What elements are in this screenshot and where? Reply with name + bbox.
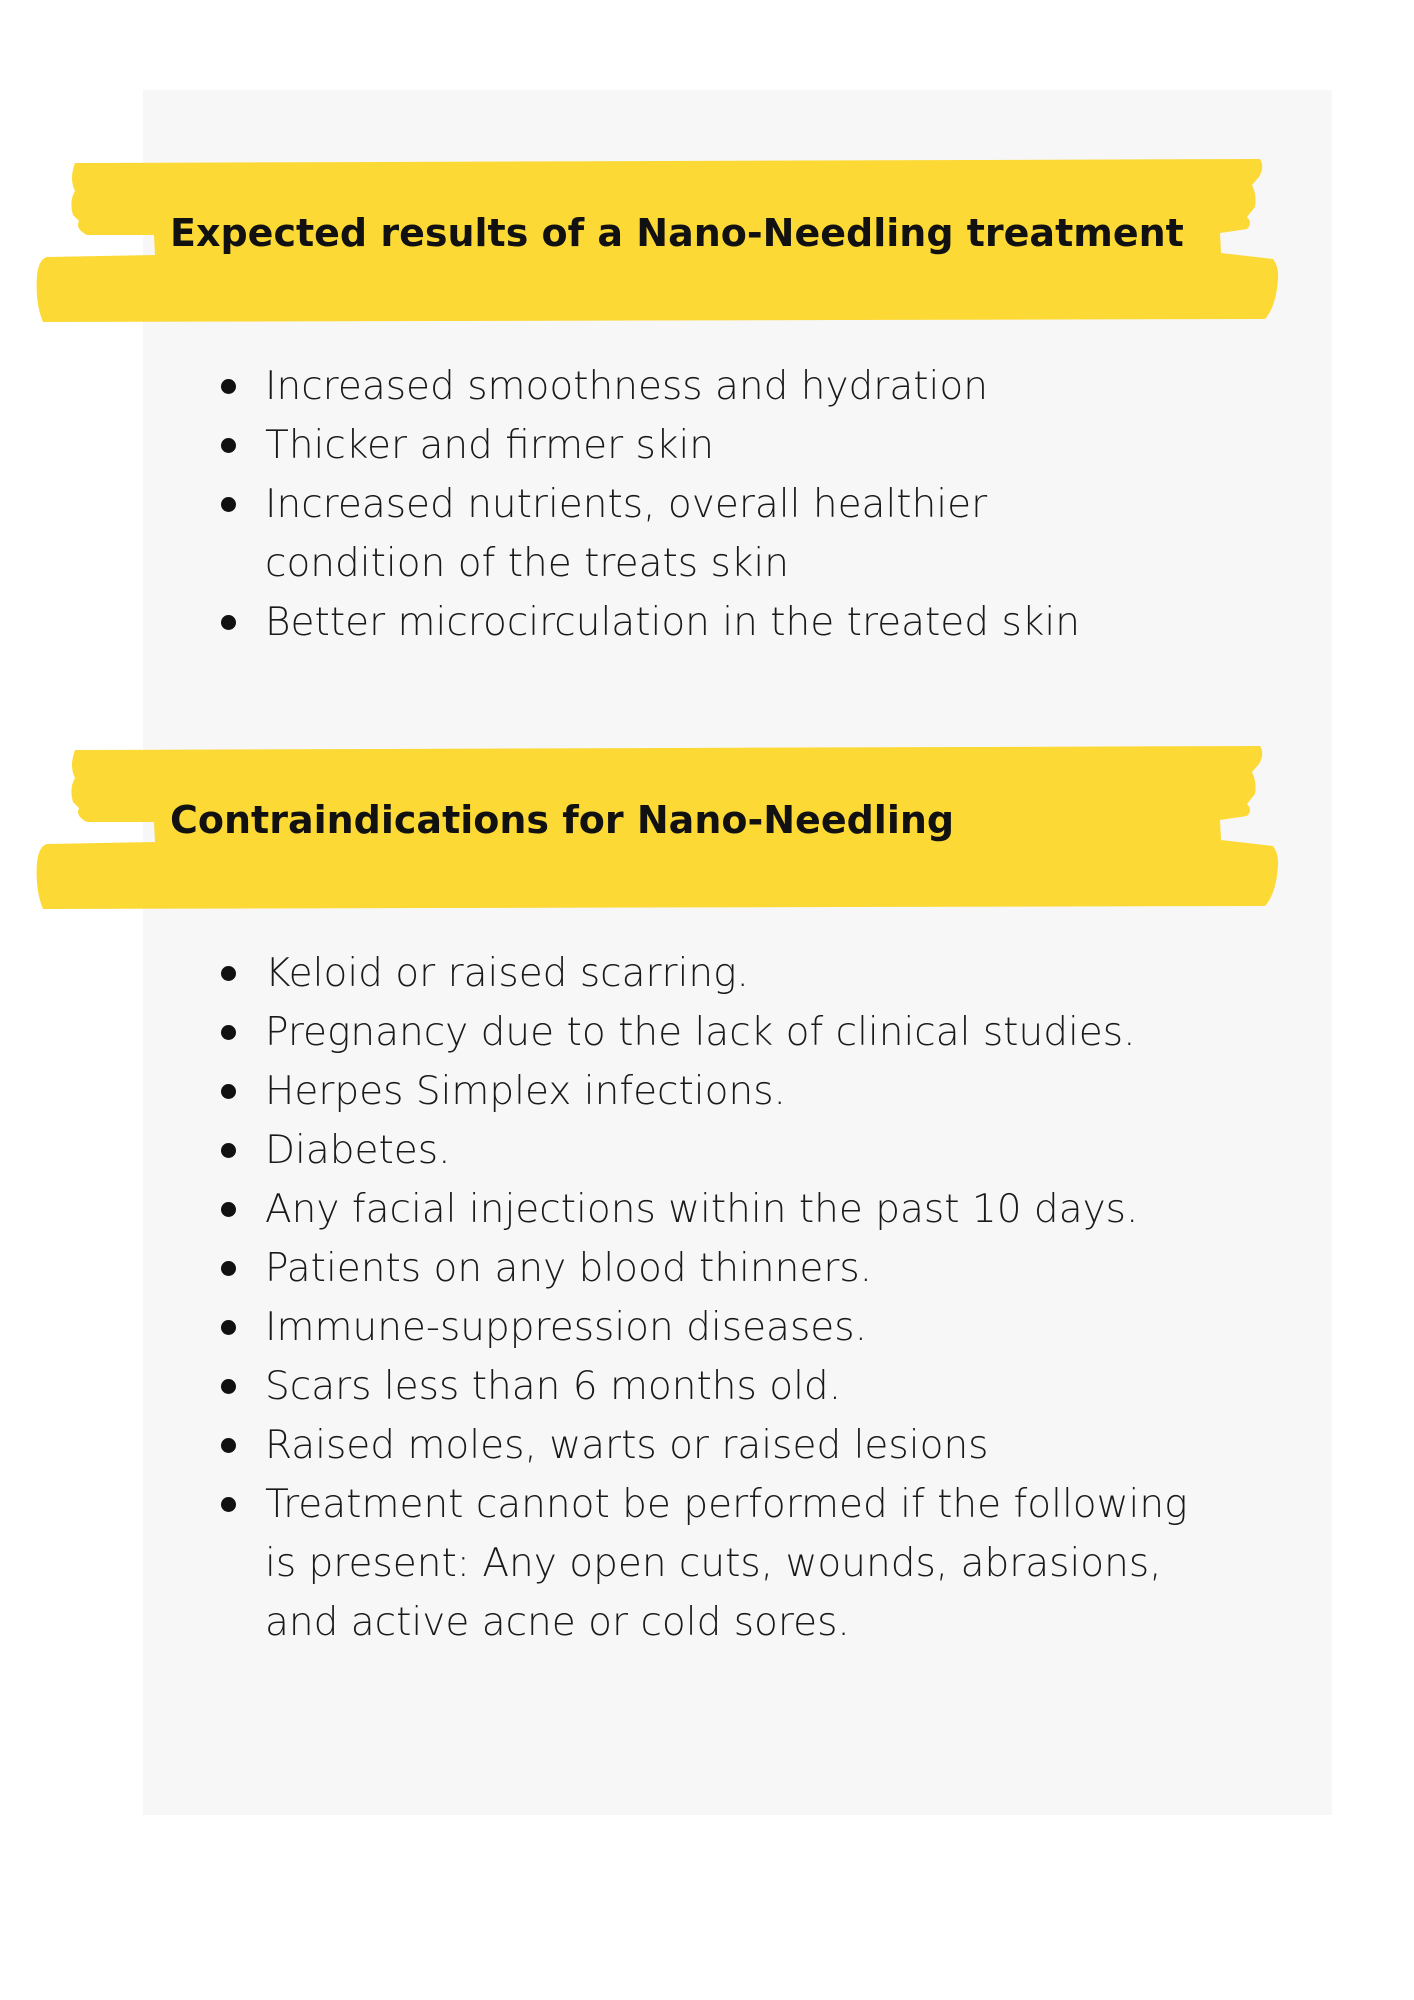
bullet-icon <box>221 379 236 394</box>
list-item: Raised moles, warts or raised lesions <box>265 1416 1265 1475</box>
section-heading: Contraindications for Nano-Needling <box>170 798 955 842</box>
bullet-icon <box>221 497 236 512</box>
bullet-icon <box>221 1143 236 1158</box>
list-item: Thicker and firmer skin <box>265 416 1265 475</box>
list-item: Keloid or raised scarring. <box>265 944 1265 1003</box>
list-item: Patients on any blood thinners. <box>265 1239 1265 1298</box>
section-banner-expected-results <box>35 155 1280 325</box>
list-item: Pregnancy due to the lack of clinical studies. <box>265 1003 1265 1062</box>
bullet-icon <box>221 966 236 981</box>
list-item: Better microcirculation in the treated skin <box>265 593 1265 652</box>
list-item: Immune-suppression diseases. <box>265 1298 1265 1357</box>
list-item: Scars less than 6 months old. <box>265 1357 1265 1416</box>
bullet-icon <box>221 1084 236 1099</box>
bullet-icon <box>221 438 236 453</box>
list-item: Herpes Simplex infections. <box>265 1062 1265 1121</box>
bullet-icon <box>221 1320 236 1335</box>
bullet-icon <box>221 1438 236 1453</box>
bullet-icon <box>221 1497 236 1512</box>
list-item: Any facial injections within the past 10 days. <box>265 1180 1265 1239</box>
list-item: Treatment cannot be performed if the following is present: Any open cuts, wounds, abrasions, and active acne or cold sores. <box>265 1475 1265 1652</box>
bullet-icon <box>221 1025 236 1040</box>
list-item: Diabetes. <box>265 1121 1265 1180</box>
list-item: Increased nutrients, overall healthier condition of the treats skin <box>265 475 1265 593</box>
bullet-icon <box>221 1202 236 1217</box>
section-heading: Expected results of a Nano-Needling treatment <box>170 211 1184 255</box>
contraindications-list <box>265 944 1265 1652</box>
list-item: Increased smoothness and hydration <box>265 357 1265 416</box>
expected-results-list <box>265 357 1265 652</box>
bullet-icon <box>221 1261 236 1276</box>
bullet-icon <box>221 1379 236 1394</box>
section-banner-contraindications <box>35 742 1280 912</box>
bullet-icon <box>221 615 236 630</box>
